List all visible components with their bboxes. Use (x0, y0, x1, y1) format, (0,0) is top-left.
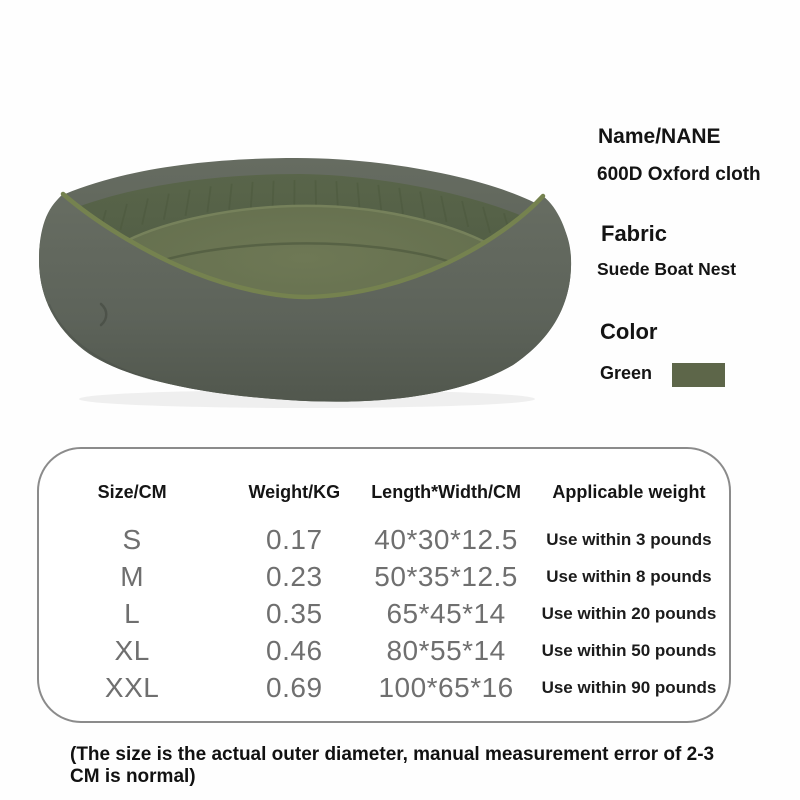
cell-size: XL (114, 634, 150, 666)
fabric-label: Fabric (601, 221, 668, 246)
size-table-header (39, 479, 729, 505)
color-value: Green (600, 363, 653, 383)
fabric-value: Suede Boat Nest (597, 259, 737, 279)
note-line-1: (The size is the actual outer diameter, manual measurement error of 2-3 (70, 744, 715, 765)
product-photo (35, 152, 575, 410)
color-label: Color (600, 319, 658, 344)
cell-dims: 65*45*14 (386, 597, 506, 629)
cell-applicable: Use within 90 pounds (541, 677, 717, 697)
col-header-applicable: Applicable weight (552, 481, 706, 502)
cell-weight: 0.35 (266, 597, 323, 629)
cell-applicable: Use within 3 pounds (546, 529, 712, 549)
cell-size: S (122, 523, 142, 555)
pet-bed-illustration (35, 152, 575, 410)
cell-dims: 100*65*16 (378, 671, 514, 703)
col-header-dims: Length*Width/CM (371, 481, 521, 502)
table-row (39, 558, 729, 595)
name-label: Name/NANE (598, 125, 721, 148)
cell-dims: 50*35*12.5 (374, 560, 518, 592)
cell-size: XXL (104, 671, 160, 703)
note-line-2: CM is normal) (70, 765, 196, 787)
col-header-size: Size/CM (97, 481, 167, 502)
cell-applicable: Use within 50 pounds (541, 640, 717, 660)
size-table-card (37, 447, 731, 723)
table-row (39, 521, 729, 558)
col-header-weight: Weight/KG (248, 481, 341, 502)
cell-dims: 80*55*14 (386, 634, 506, 666)
cell-weight: 0.46 (266, 634, 323, 666)
color-swatch (672, 363, 725, 387)
measurement-note (70, 744, 738, 787)
name-value: 600D Oxford cloth (597, 164, 761, 185)
cell-weight: 0.23 (266, 560, 323, 592)
cell-applicable: Use within 20 pounds (541, 603, 717, 623)
cell-applicable: Use within 8 pounds (546, 566, 712, 586)
cell-size: M (120, 560, 145, 592)
cell-weight: 0.69 (266, 671, 323, 703)
table-row (39, 632, 729, 669)
table-row (39, 595, 729, 632)
cell-weight: 0.17 (266, 523, 323, 555)
cell-size: L (124, 597, 141, 629)
table-row (39, 669, 729, 706)
cell-dims: 40*30*12.5 (374, 523, 518, 555)
